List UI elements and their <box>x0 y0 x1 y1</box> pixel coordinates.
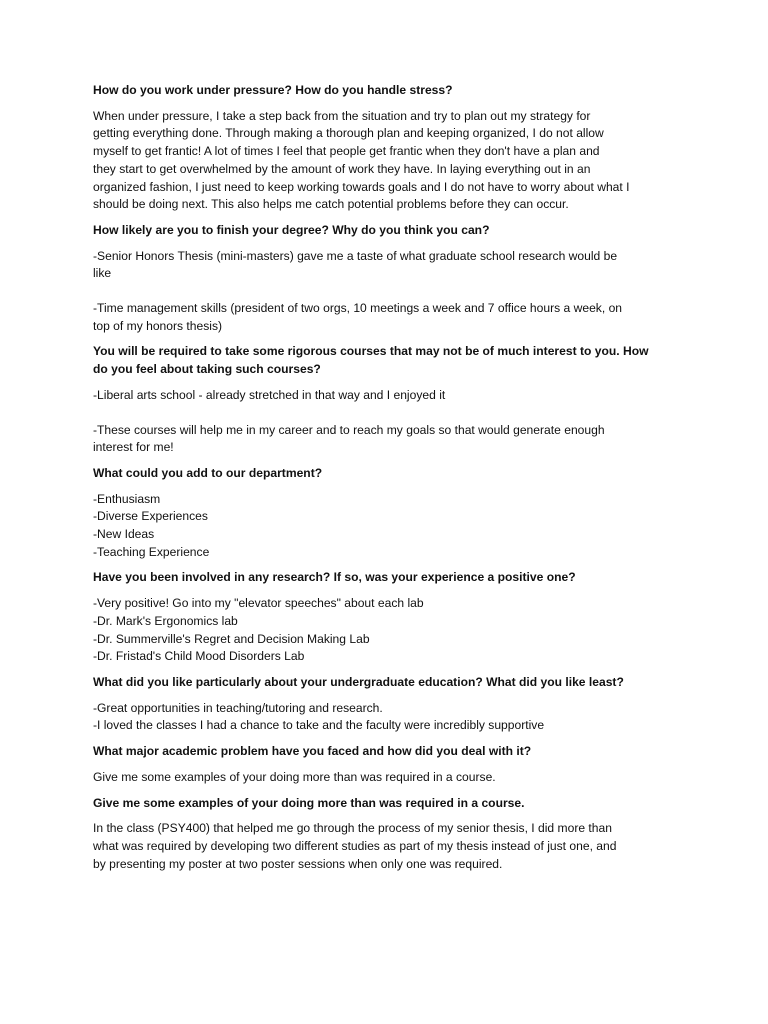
list-item: -Dr. Fristad's Child Mood Disorders Lab <box>93 649 305 664</box>
answer-item: -Liberal arts school - already stretched in that way and I enjoyed it <box>93 387 446 402</box>
answer-item: -Senior Honors Thesis (mini-masters) gave me a taste of what graduate school research would be like <box>93 248 618 281</box>
question-heading: How likely are you to finish your degree? Why do you think you can? <box>93 222 490 237</box>
answer-paragraph: Give me some examples of your doing more than was required in a course. <box>93 769 496 784</box>
answer-paragraph: When under pressure, I take a step back from the situation and try to plan out my strategy for getting everything done. Through making a thorough plan and keeping organized, I do not allow myself to get frantic! A lot of times I feel that people get frantic when they don't have a plan and they start to get overwhelmed by the amount of work they have. In laying everything out in an organized fashion, I just need to keep working towards goals and I do not have to worry about what I should be doing next. This also helps me catch potential problems before they can occur. <box>93 108 630 212</box>
list-item: -Dr. Mark's Ergonomics lab <box>93 613 238 628</box>
answer-paragraph: In the class (PSY400) that helped me go through the process of my senior thesis, I did more than what was required by developing two different studies as part of my thesis instead of just one, and by presenting my poster at two poster sessions when only one was required. <box>93 821 617 871</box>
list-item: -Great opportunities in teaching/tutoring and research. <box>93 700 383 715</box>
answer-item: -These courses will help me in my career and to reach my goals so that would generate enough interest for me! <box>93 422 605 455</box>
question-heading: You will be required to take some rigorous courses that may not be of much interest to you. How do you feel about taking such courses? <box>93 344 649 377</box>
answer-item: -Time management skills (president of two orgs, 10 meetings a week and 7 office hours a week, on top of my honors thesis) <box>93 301 623 333</box>
question-heading: Have you been involved in any research? If so, was your experience a positive one? <box>93 570 576 585</box>
list-item: -Dr. Summerville's Regret and Decision Making Lab <box>93 631 370 646</box>
list-item: -Enthusiasm <box>93 491 161 506</box>
list-item: -Diverse Experiences <box>93 509 208 524</box>
answer-list <box>93 491 683 562</box>
question-heading: How do you work under pressure? How do you handle stress? <box>93 83 453 97</box>
question-heading: Give me some examples of your doing more than was required in a course. <box>93 795 525 810</box>
list-item: -New Ideas <box>93 527 155 542</box>
answer-list <box>93 595 683 666</box>
question-heading: What could you add to our department? <box>93 465 323 480</box>
document-page <box>93 82 683 881</box>
question-heading: What major academic problem have you faced and how did you deal with it? <box>93 744 532 759</box>
question-heading: What did you like particularly about your undergraduate education? What did you like least? <box>93 674 624 689</box>
list-item: -Very positive! Go into my "elevator speeches" about each lab <box>93 596 424 611</box>
answer-list <box>93 700 683 735</box>
list-item: -I loved the classes I had a chance to take and the faculty were incredibly supportive <box>93 718 545 733</box>
list-item: -Teaching Experience <box>93 544 210 559</box>
